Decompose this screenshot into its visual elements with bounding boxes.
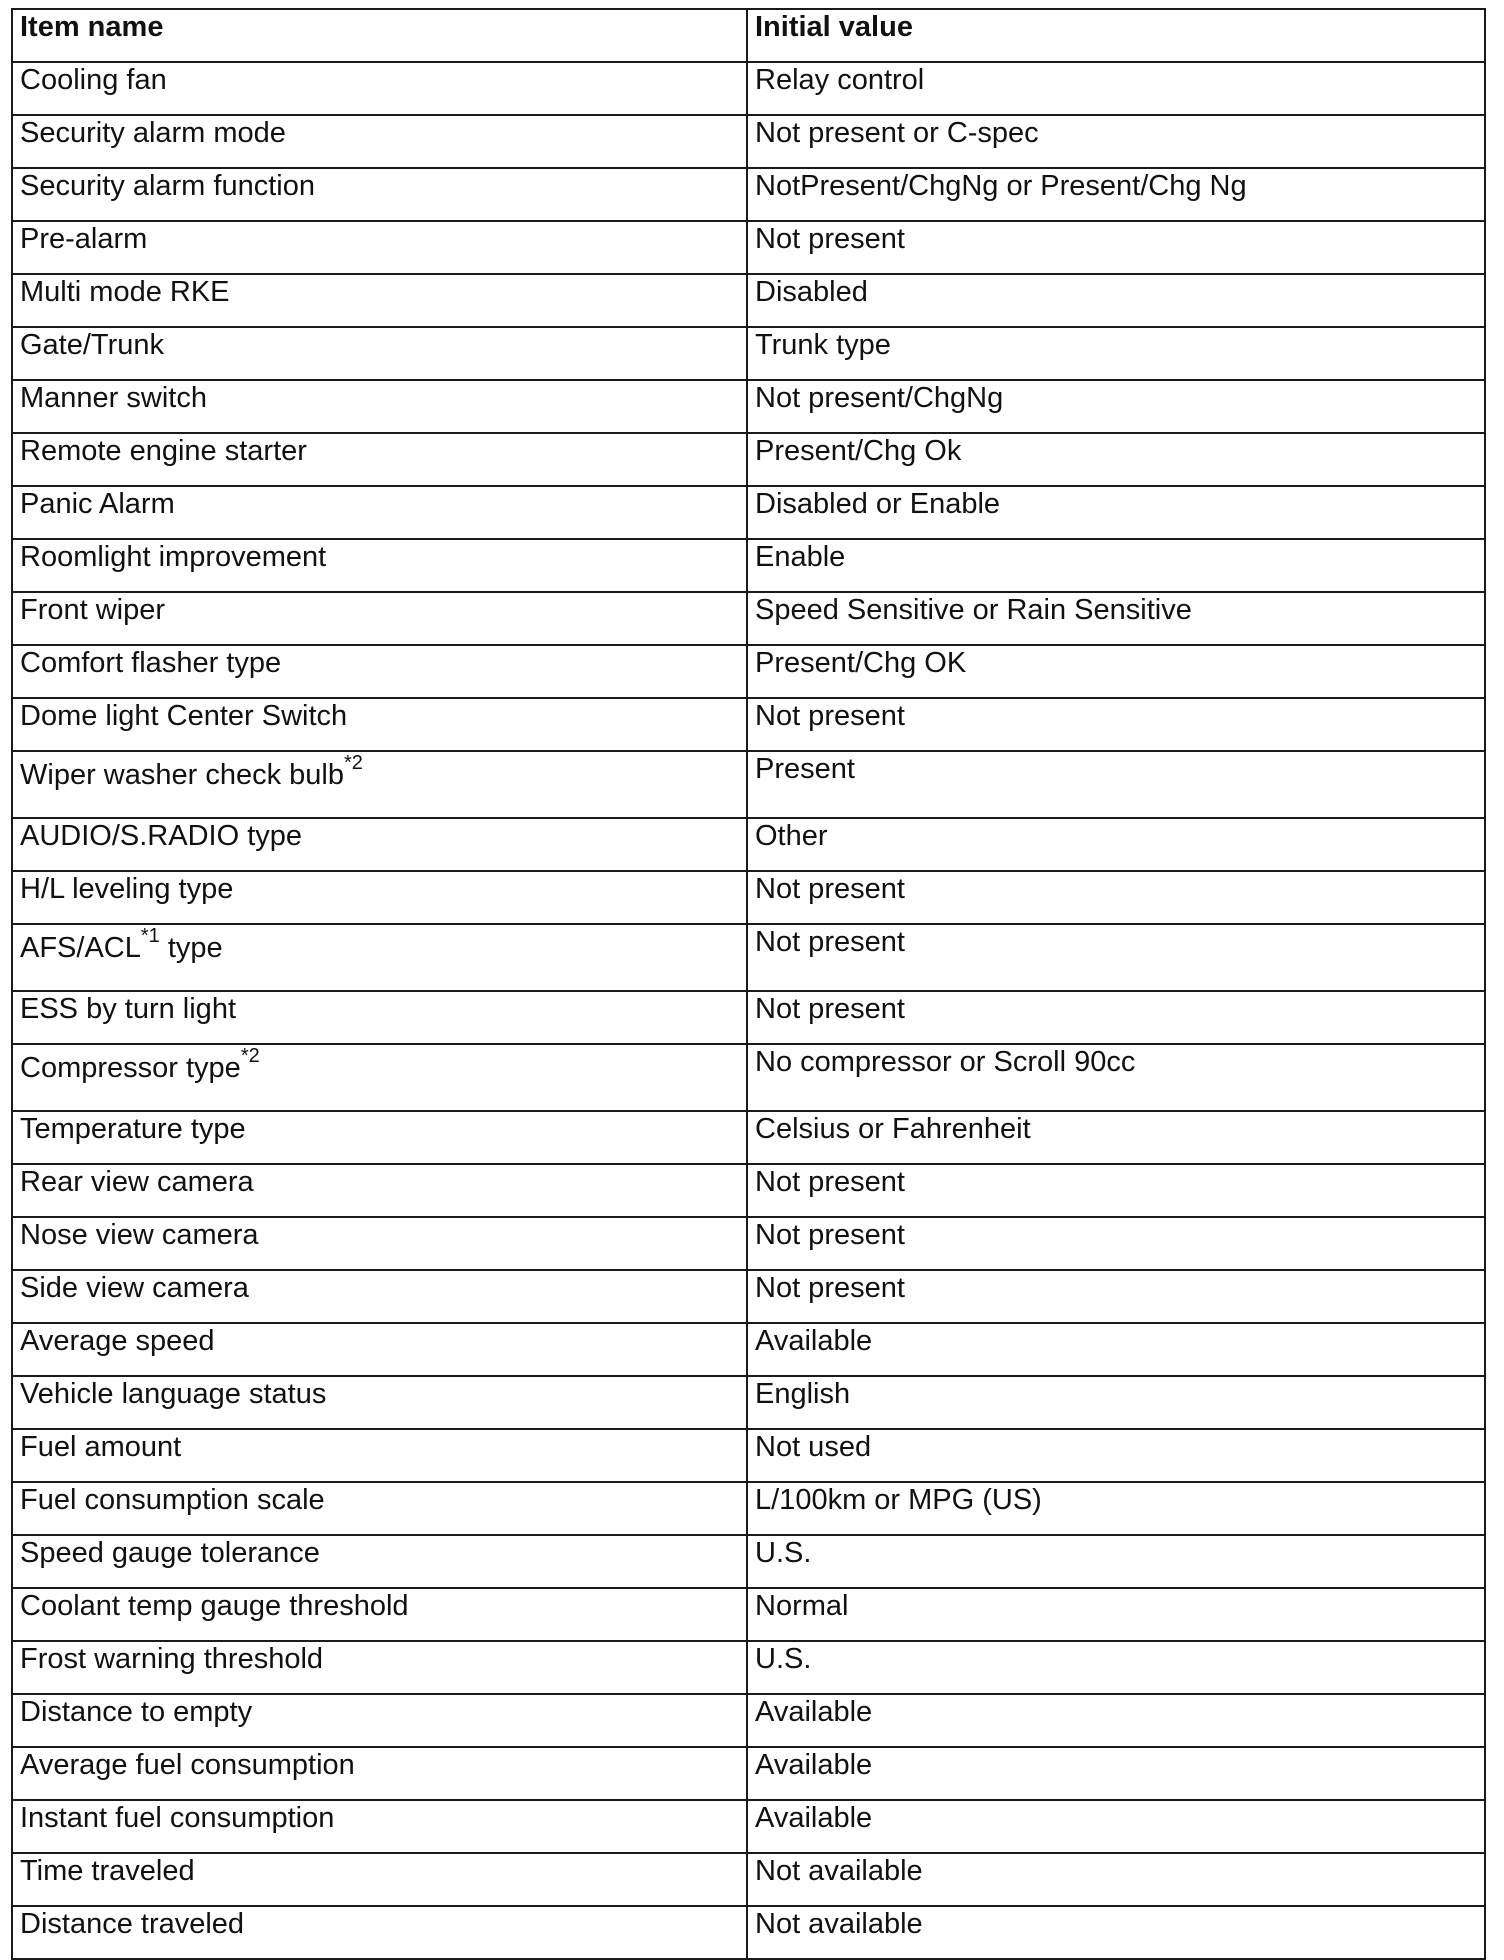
item-name-text: Dome light Center Switch bbox=[20, 700, 348, 732]
item-name-text: AUDIO/S.RADIO type bbox=[20, 820, 303, 852]
table-row bbox=[12, 62, 1485, 115]
item-name-cell bbox=[12, 1270, 747, 1323]
item-name-text: H/L leveling type bbox=[20, 873, 234, 905]
table-row bbox=[12, 433, 1485, 486]
item-name-cell bbox=[12, 115, 747, 168]
item-name-cell bbox=[12, 592, 747, 645]
footnote-marker: *1 bbox=[140, 925, 160, 948]
item-name-text: Speed gauge tolerance bbox=[20, 1537, 320, 1569]
table-row bbox=[12, 380, 1485, 433]
item-name-text: Vehicle language status bbox=[20, 1378, 327, 1410]
initial-value-cell: Enable bbox=[747, 539, 1485, 592]
item-name-cell bbox=[12, 380, 747, 433]
table-row bbox=[12, 274, 1485, 327]
initial-value-cell: English bbox=[747, 1376, 1485, 1429]
table-row bbox=[12, 1747, 1485, 1800]
item-name-text: Front wiper bbox=[20, 594, 166, 626]
item-name-text: Compressor type bbox=[20, 1052, 241, 1084]
initial-value-cell: Available bbox=[747, 1747, 1485, 1800]
item-name-cell bbox=[12, 698, 747, 751]
table-row bbox=[12, 168, 1485, 221]
table-row bbox=[12, 1906, 1485, 1959]
initial-value-cell: Available bbox=[747, 1323, 1485, 1376]
item-name-text: Multi mode RKE bbox=[20, 276, 230, 308]
table-row bbox=[12, 115, 1485, 168]
initial-value-cell: Not present bbox=[747, 871, 1485, 924]
item-name-cell bbox=[12, 1853, 747, 1906]
table-row bbox=[12, 751, 1485, 818]
initial-value-cell: Not available bbox=[747, 1853, 1485, 1906]
table-row bbox=[12, 592, 1485, 645]
initial-value-cell: Not present bbox=[747, 1270, 1485, 1323]
initial-value-cell: Disabled bbox=[747, 274, 1485, 327]
item-name-cell bbox=[12, 1323, 747, 1376]
table-row bbox=[12, 1323, 1485, 1376]
initial-value-cell: Not present bbox=[747, 1164, 1485, 1217]
initial-value-cell: Disabled or Enable bbox=[747, 486, 1485, 539]
table-row bbox=[12, 1694, 1485, 1747]
item-name-cell bbox=[12, 1482, 747, 1535]
table-row bbox=[12, 486, 1485, 539]
item-name-text: Time traveled bbox=[20, 1855, 195, 1887]
table-row bbox=[12, 327, 1485, 380]
column-header-initial-value: Initial value bbox=[747, 9, 1485, 62]
item-name-cell bbox=[12, 1111, 747, 1164]
item-name-text: Coolant temp gauge threshold bbox=[20, 1590, 409, 1622]
table-row bbox=[12, 1429, 1485, 1482]
initial-value-cell: Not available bbox=[747, 1906, 1485, 1959]
item-name-text: Security alarm mode bbox=[20, 117, 286, 149]
item-name-suffix: type bbox=[159, 932, 223, 964]
item-name-cell bbox=[12, 1747, 747, 1800]
table-row bbox=[12, 645, 1485, 698]
table-row bbox=[12, 924, 1485, 991]
item-name-text: Panic Alarm bbox=[20, 488, 175, 520]
item-name-cell bbox=[12, 871, 747, 924]
item-name-text: Average fuel consumption bbox=[20, 1749, 355, 1781]
table-row bbox=[12, 698, 1485, 751]
item-name-text: Instant fuel consumption bbox=[20, 1802, 335, 1834]
table-row bbox=[12, 1044, 1485, 1111]
item-name-cell bbox=[12, 327, 747, 380]
initial-value-cell: Not present or C-spec bbox=[747, 115, 1485, 168]
table-row bbox=[12, 1217, 1485, 1270]
item-name-text: Fuel consumption scale bbox=[20, 1484, 325, 1516]
item-name-text: Distance traveled bbox=[20, 1908, 245, 1940]
item-name-text: Cooling fan bbox=[20, 64, 167, 96]
item-name-text: Side view camera bbox=[20, 1272, 249, 1304]
initial-value-cell: Available bbox=[747, 1800, 1485, 1853]
item-name-cell bbox=[12, 62, 747, 115]
table-row bbox=[12, 1164, 1485, 1217]
item-name-cell bbox=[12, 751, 747, 818]
item-name-cell bbox=[12, 924, 747, 991]
initial-value-cell: Available bbox=[747, 1694, 1485, 1747]
item-name-text: ESS by turn light bbox=[20, 993, 236, 1025]
initial-value-cell: U.S. bbox=[747, 1641, 1485, 1694]
initial-value-cell: Not used bbox=[747, 1429, 1485, 1482]
item-name-text: Roomlight improvement bbox=[20, 541, 327, 573]
initial-value-cell: L/100km or MPG (US) bbox=[747, 1482, 1485, 1535]
initial-value-cell: U.S. bbox=[747, 1535, 1485, 1588]
table-row bbox=[12, 1376, 1485, 1429]
initial-value-cell: Not present/ChgNg bbox=[747, 380, 1485, 433]
initial-value-cell: Trunk type bbox=[747, 327, 1485, 380]
table-row bbox=[12, 1853, 1485, 1906]
item-name-cell bbox=[12, 818, 747, 871]
initial-value-cell: Celsius or Fahrenheit bbox=[747, 1111, 1485, 1164]
spec-table bbox=[11, 8, 1486, 1960]
footnote-marker: *2 bbox=[240, 1045, 260, 1068]
item-name-text: Wiper washer check bulb bbox=[20, 759, 344, 791]
item-name-cell bbox=[12, 645, 747, 698]
item-name-text: AFS/ACL bbox=[20, 932, 141, 964]
item-name-cell bbox=[12, 1429, 747, 1482]
item-name-cell bbox=[12, 1800, 747, 1853]
initial-value-cell: Speed Sensitive or Rain Sensitive bbox=[747, 592, 1485, 645]
item-name-text: Temperature type bbox=[20, 1113, 246, 1145]
item-name-cell bbox=[12, 1164, 747, 1217]
item-name-cell bbox=[12, 1906, 747, 1959]
initial-value-cell: Not present bbox=[747, 924, 1485, 991]
initial-value-cell: No compressor or Scroll 90cc bbox=[747, 1044, 1485, 1111]
table-row bbox=[12, 1641, 1485, 1694]
item-name-cell bbox=[12, 168, 747, 221]
table-row bbox=[12, 1482, 1485, 1535]
item-name-text: Gate/Trunk bbox=[20, 329, 164, 361]
item-name-cell bbox=[12, 1588, 747, 1641]
item-name-text: Pre-alarm bbox=[20, 223, 148, 255]
item-name-cell bbox=[12, 486, 747, 539]
item-name-text: Security alarm function bbox=[20, 170, 315, 202]
initial-value-cell: Not present bbox=[747, 991, 1485, 1044]
item-name-text: Frost warning threshold bbox=[20, 1643, 324, 1675]
table-row bbox=[12, 991, 1485, 1044]
initial-value-cell: NotPresent/ChgNg or Present/Chg Ng bbox=[747, 168, 1485, 221]
item-name-text: Distance to empty bbox=[20, 1696, 253, 1728]
table-body bbox=[12, 62, 1485, 1959]
item-name-text: Nose view camera bbox=[20, 1219, 259, 1251]
table-row bbox=[12, 1270, 1485, 1323]
table-row bbox=[12, 1535, 1485, 1588]
item-name-text: Remote engine starter bbox=[20, 435, 307, 467]
column-header-item-name: Item name bbox=[12, 9, 747, 62]
item-name-cell bbox=[12, 1044, 747, 1111]
initial-value-cell: Not present bbox=[747, 698, 1485, 751]
item-name-text: Average speed bbox=[20, 1325, 215, 1357]
table-row bbox=[12, 221, 1485, 274]
item-name-cell bbox=[12, 274, 747, 327]
table-row bbox=[12, 1111, 1485, 1164]
item-name-cell bbox=[12, 1376, 747, 1429]
initial-value-cell: Present bbox=[747, 751, 1485, 818]
initial-value-cell: Not present bbox=[747, 221, 1485, 274]
table-row bbox=[12, 539, 1485, 592]
item-name-cell bbox=[12, 433, 747, 486]
table-row bbox=[12, 1588, 1485, 1641]
item-name-cell bbox=[12, 221, 747, 274]
item-name-text: Fuel amount bbox=[20, 1431, 182, 1463]
item-name-cell bbox=[12, 1641, 747, 1694]
item-name-cell bbox=[12, 1217, 747, 1270]
initial-value-cell: Present/Chg Ok bbox=[747, 433, 1485, 486]
footnote-marker: *2 bbox=[343, 752, 363, 775]
item-name-cell bbox=[12, 991, 747, 1044]
table-header-row bbox=[12, 9, 1485, 62]
item-name-cell bbox=[12, 1694, 747, 1747]
item-name-cell bbox=[12, 1535, 747, 1588]
table-row bbox=[12, 871, 1485, 924]
initial-value-cell: Other bbox=[747, 818, 1485, 871]
table-row bbox=[12, 818, 1485, 871]
initial-value-cell: Present/Chg OK bbox=[747, 645, 1485, 698]
item-name-text: Rear view camera bbox=[20, 1166, 254, 1198]
table-row bbox=[12, 1800, 1485, 1853]
item-name-text: Comfort flasher type bbox=[20, 647, 282, 679]
initial-value-cell: Not present bbox=[747, 1217, 1485, 1270]
item-name-cell bbox=[12, 539, 747, 592]
item-name-text: Manner switch bbox=[20, 382, 207, 414]
initial-value-cell: Normal bbox=[747, 1588, 1485, 1641]
initial-value-cell: Relay control bbox=[747, 62, 1485, 115]
